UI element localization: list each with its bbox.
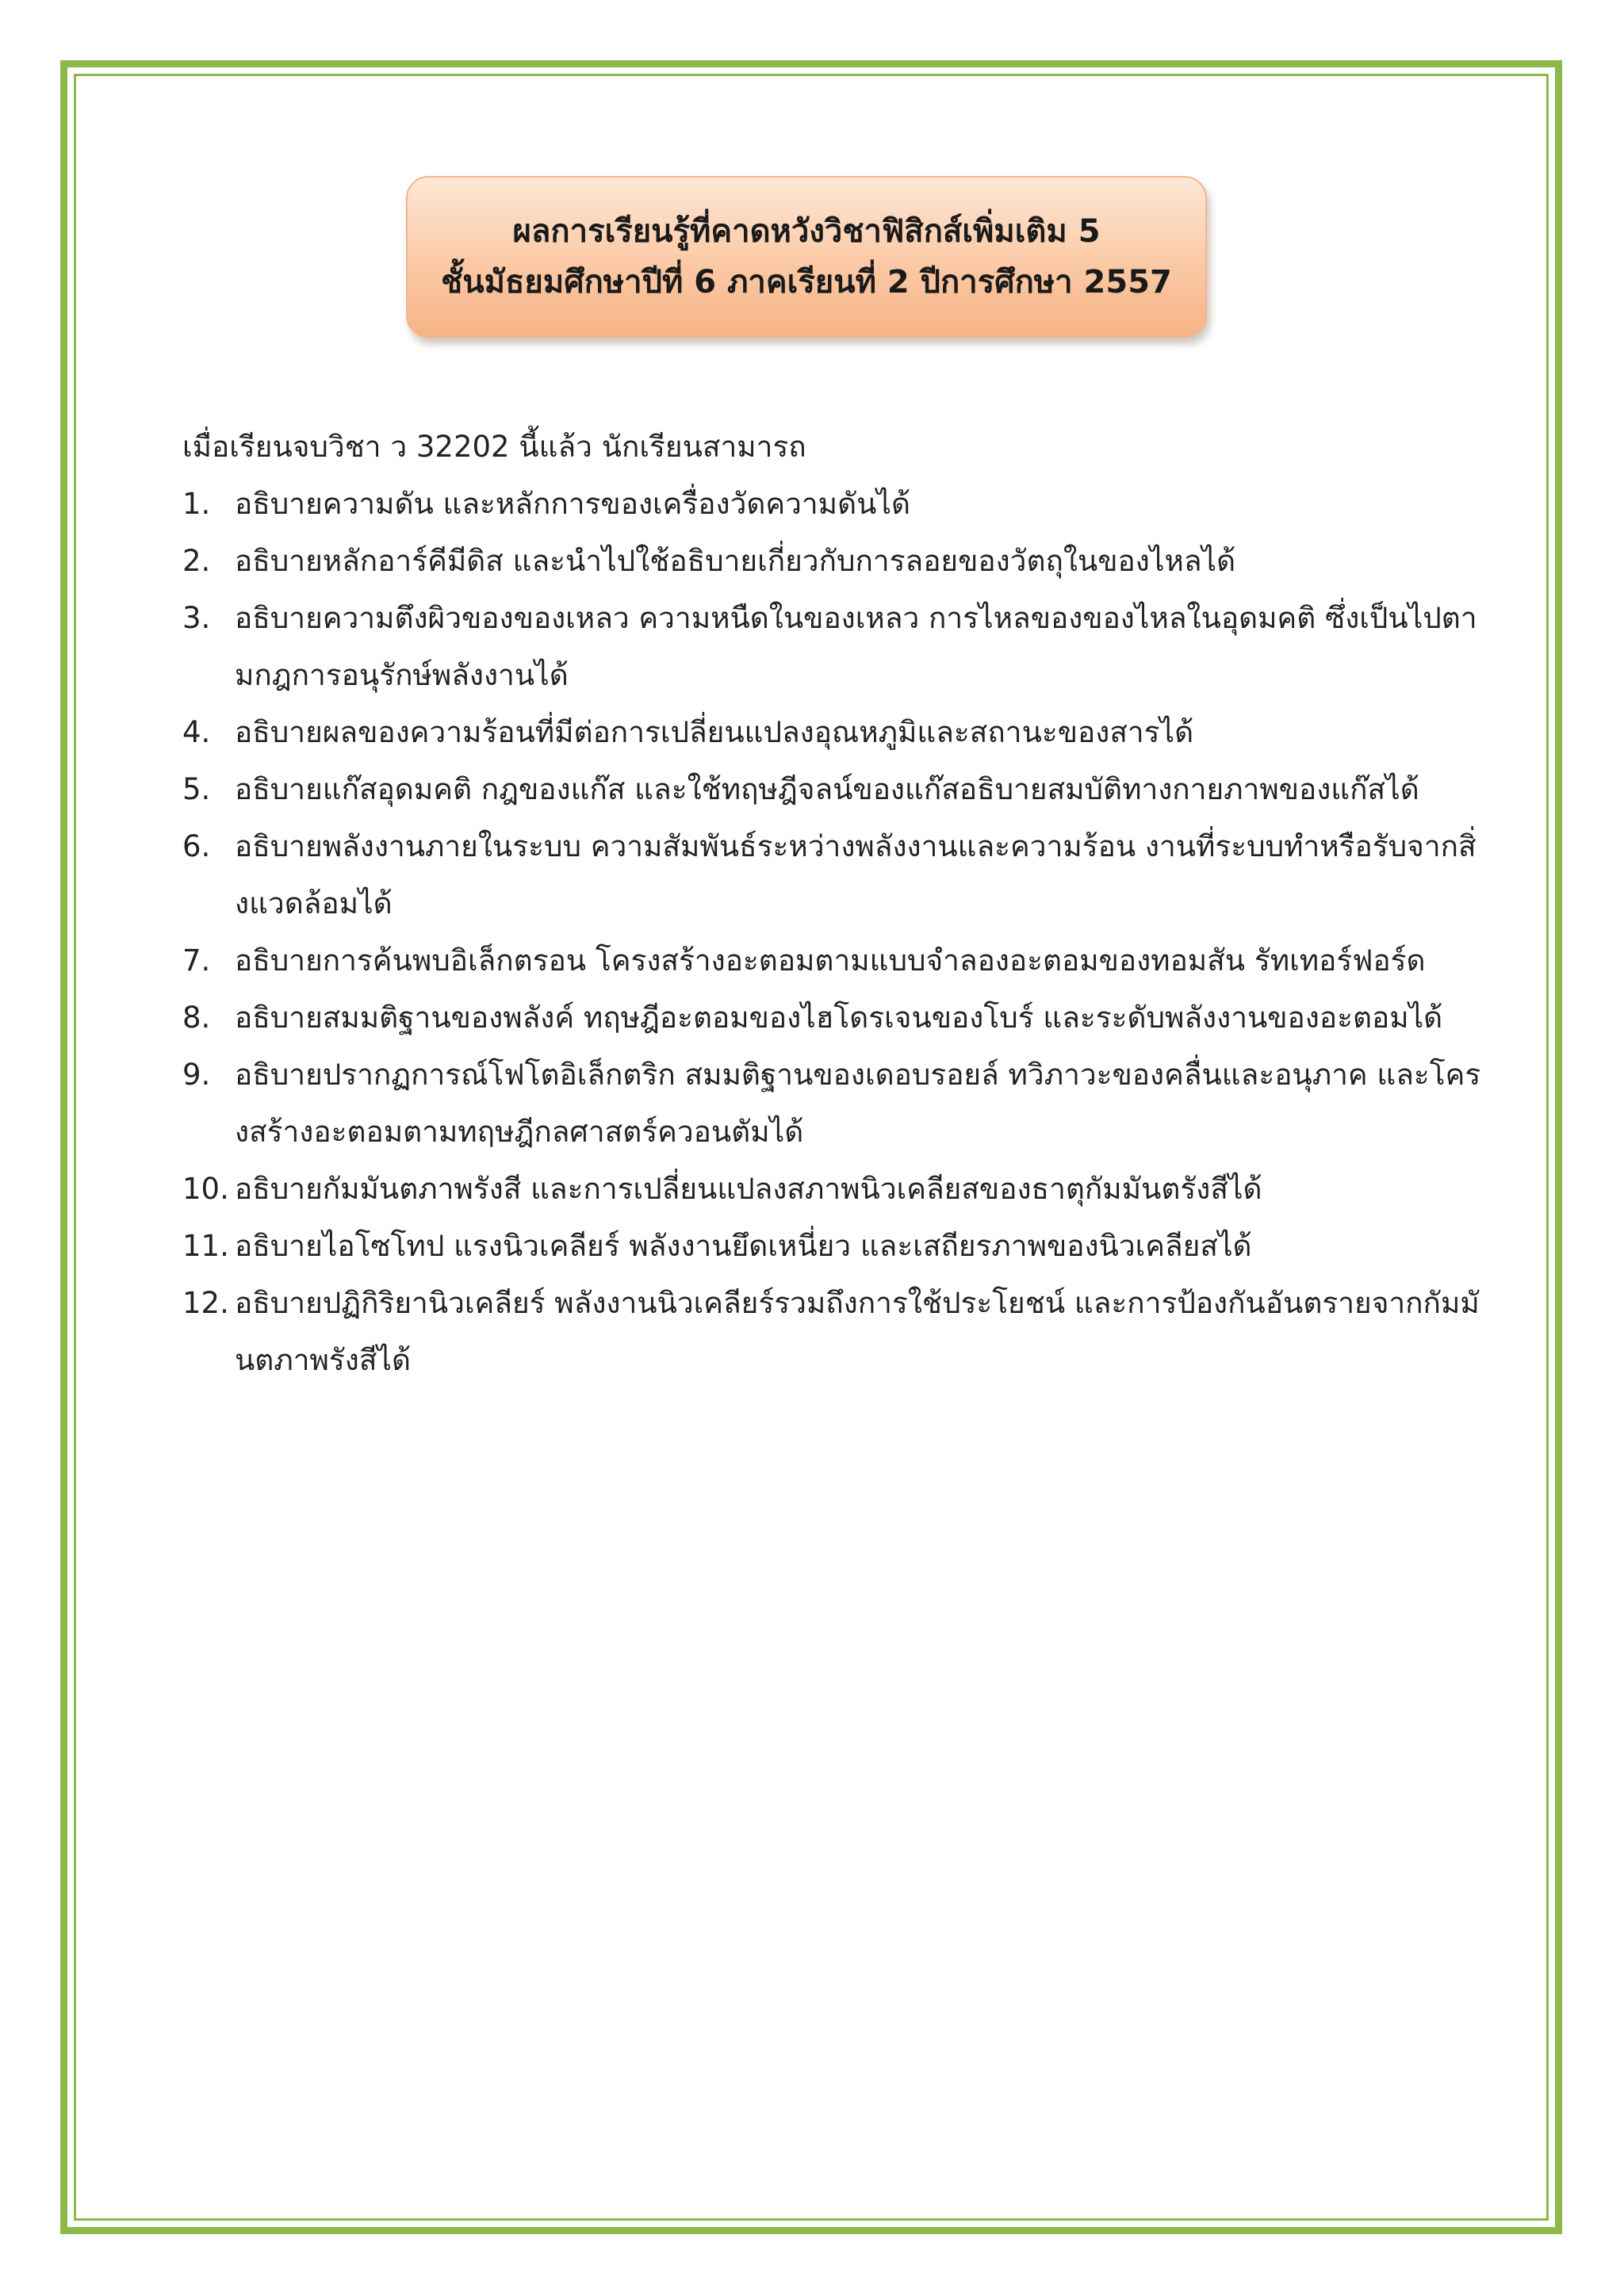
document-body: [182, 419, 1483, 1389]
list-item: [182, 932, 1483, 989]
list-item: [182, 476, 1483, 533]
list-item: [182, 1275, 1483, 1389]
list-item: [182, 1047, 1483, 1161]
item-number: 1.: [182, 487, 211, 521]
learning-outcomes-list: [182, 476, 1483, 1389]
item-text: อธิบายปฏิกิริยานิวเคลียร์ พลังงานนิวเคลียร์รวมถึงการใช้ประโยชน์ และการป้องกันอันตรายจากกัมมันตภาพรังสีได้: [235, 1286, 1480, 1377]
item-text: อธิบายพลังงานภายในระบบ ความสัมพันธ์ระหว่างพลังงานและความร้อน งานที่ระบบทำหรือรับจากสิ่งแวดล้อมได้: [235, 829, 1477, 920]
item-number: 11.: [182, 1229, 229, 1263]
item-text: อธิบายไอโซโทป แรงนิวเคลียร์ พลังงานยึดเหนี่ยว และเสถียรภาพของนิวเคลียสได้: [235, 1229, 1252, 1263]
title-box: [406, 176, 1207, 338]
item-number: 12.: [182, 1286, 229, 1320]
item-number: 3.: [182, 601, 211, 635]
item-text: อธิบายความตึงผิวของของเหลว ความหนืดในของเหลว การไหลของของไหลในอุดมคติ ซึ่งเป็นไปตามกฎการอนุรักษ์พลังงานได้: [235, 601, 1477, 692]
item-number: 10.: [182, 1172, 229, 1206]
list-item: [182, 761, 1483, 818]
title-line-2: ชั้นมัธยมศึกษาปีที่ 6 ภาคเรียนที่ 2 ปีการศึกษา 2557: [441, 264, 1172, 300]
item-text: อธิบายความดัน และหลักการของเครื่องวัดความดันได้: [235, 487, 911, 521]
item-text: อธิบายกัมมันตภาพรังสี และการเปลี่ยนแปลงสภาพนิวเคลียสของธาตุกัมมันตรังสีได้: [235, 1172, 1262, 1206]
intro-text: เมื่อเรียนจบวิชา ว 32202 นี้แล้ว นักเรียนสามารถ: [182, 430, 806, 464]
item-text: อธิบายการค้นพบอิเล็กตรอน โครงสร้างอะตอมตามแบบจำลองอะตอมของทอมสัน รัทเทอร์ฟอร์ด: [235, 943, 1426, 978]
item-text: อธิบายหลักอาร์คีมีดิส และนำไปใช้อธิบายเกี่ยวกับการลอยของวัตถุในของไหลได้: [235, 544, 1236, 578]
title-line-1: ผลการเรียนรู้ที่คาดหวังวิชาฟิสิกส์เพิ่มเติม 5: [512, 213, 1101, 250]
list-item: [182, 818, 1483, 932]
item-number: 6.: [182, 829, 211, 863]
item-text: อธิบายปรากฏการณ์โฟโตอิเล็กตริก สมมติฐานของเดอบรอยล์ ทวิภาวะของคลื่นและอนุภาค และโครงสร้างอะตอมตามทฤษฎีกลศาสตร์ควอนตัมได้: [235, 1058, 1481, 1149]
item-number: 7.: [182, 943, 211, 978]
list-item: [182, 1218, 1483, 1275]
list-item: [182, 704, 1483, 761]
item-number: 5.: [182, 772, 211, 806]
list-item: [182, 1161, 1483, 1218]
item-number: 2.: [182, 544, 211, 578]
list-item: [182, 989, 1483, 1047]
list-item: [182, 533, 1483, 590]
item-number: 8.: [182, 1001, 211, 1035]
item-text: อธิบายแก๊สอุดมคติ กฎของแก๊ส และใช้ทฤษฎีจลน์ของแก๊สอธิบายสมบัติทางกายภาพของแก๊สได้: [235, 772, 1419, 806]
list-item: [182, 590, 1483, 704]
item-text: อธิบายผลของความร้อนที่มีต่อการเปลี่ยนแปลงอุณหภูมิและสถานะของสารได้: [235, 715, 1194, 749]
item-number: 4.: [182, 715, 211, 749]
item-number: 9.: [182, 1058, 211, 1092]
item-text: อธิบายสมมติฐานของพลังค์ ทฤษฎีอะตอมของไฮโดรเจนของโบร์ และระดับพลังงานของอะตอมได้: [235, 1001, 1443, 1035]
